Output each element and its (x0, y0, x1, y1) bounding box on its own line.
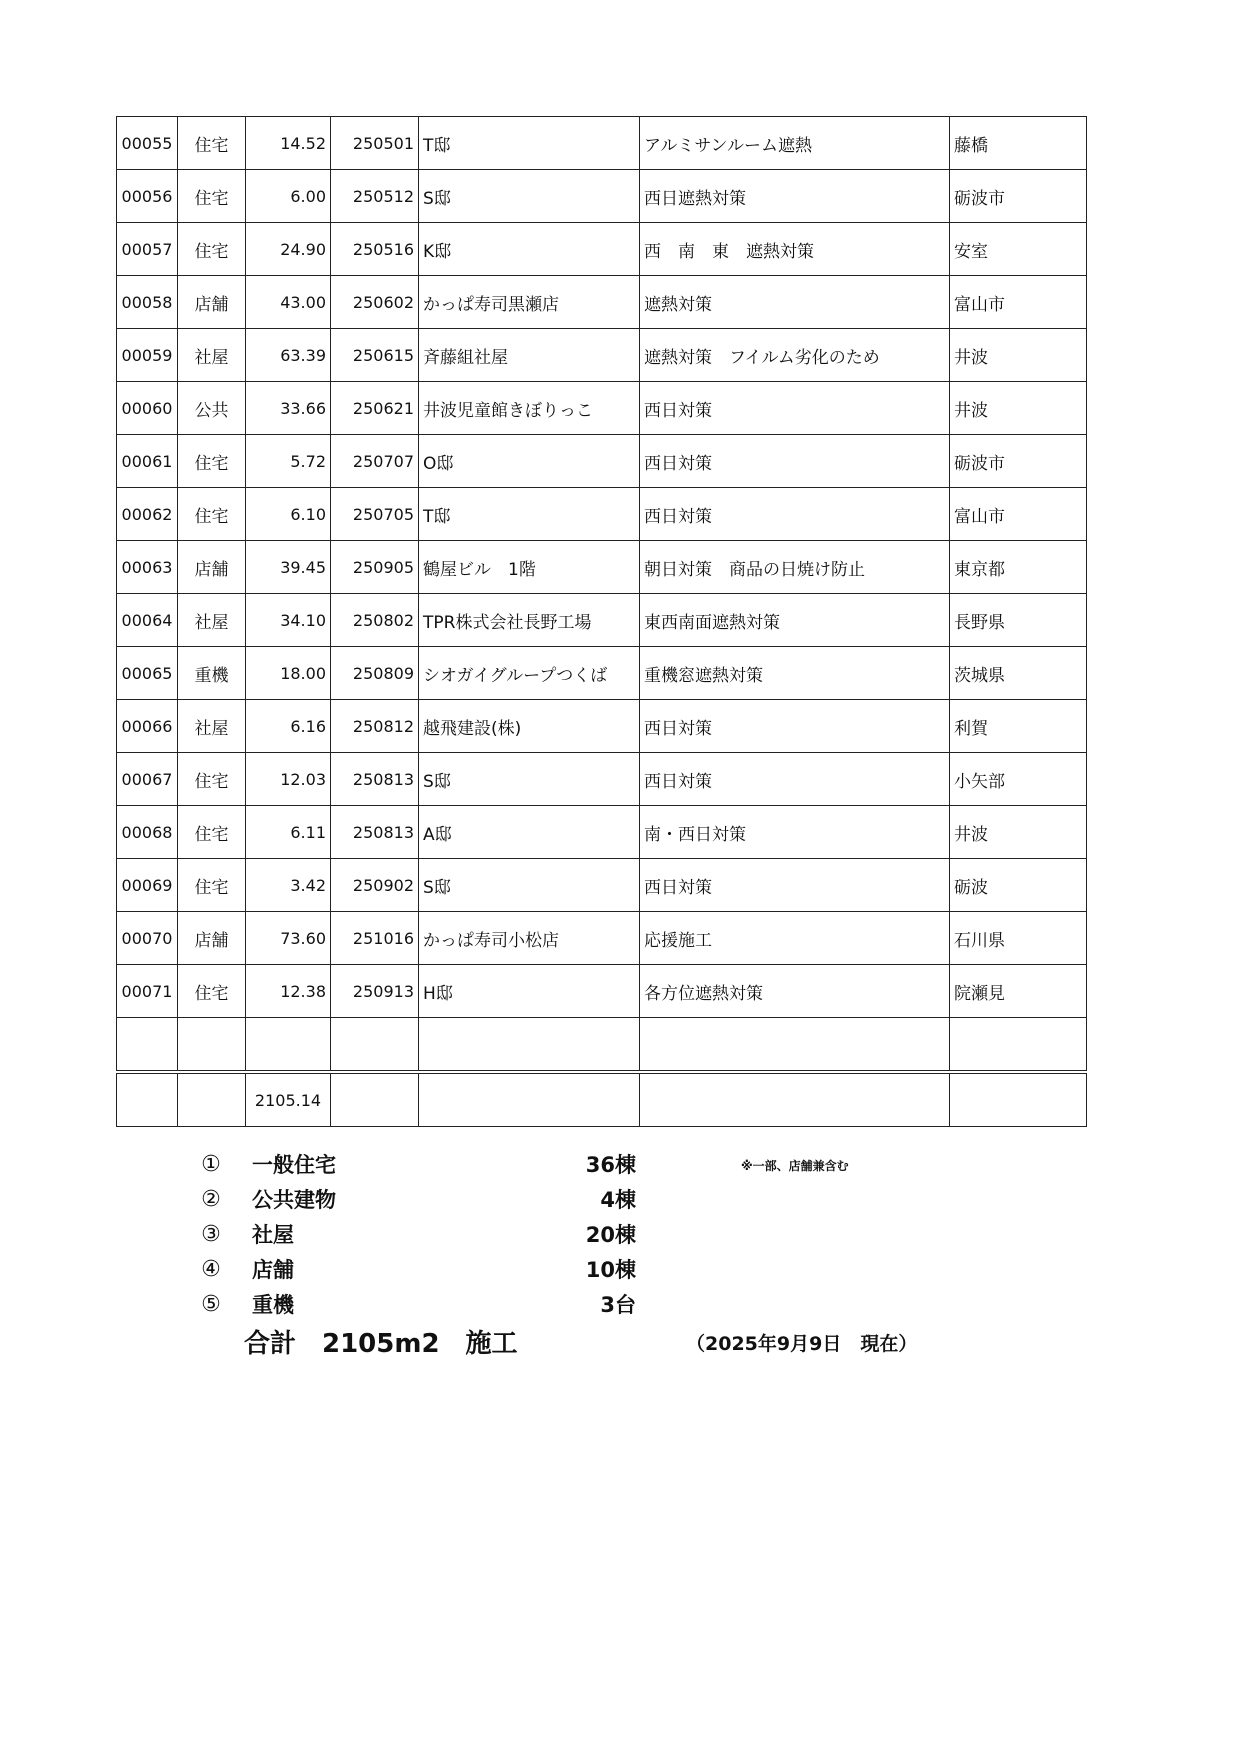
record-code-cell: 250516 (331, 223, 419, 276)
record-name-cell: S邸 (419, 753, 640, 806)
record-note-cell: 西日遮熱対策 (640, 170, 950, 223)
empty-cell (331, 1072, 419, 1127)
record-name-cell: シオガイグループつくば (419, 647, 640, 700)
record-name-cell: T邸 (419, 117, 640, 170)
record-area-cell: 14.52 (246, 117, 331, 170)
record-code-cell: 250813 (331, 753, 419, 806)
record-area-cell: 34.10 (246, 594, 331, 647)
table-row (117, 329, 1087, 382)
table-row (117, 276, 1087, 329)
record-area-cell: 39.45 (246, 541, 331, 594)
record-name-cell: TPR株式会社長野工場 (419, 594, 640, 647)
record-type-cell: 住宅 (178, 223, 246, 276)
empty-cell (950, 1072, 1087, 1127)
summary-number: ⑤ (201, 1292, 221, 1317)
table-row (117, 859, 1087, 912)
record-id-cell (117, 1018, 178, 1073)
table-row (117, 382, 1087, 435)
record-location-cell: 砺波 (950, 859, 1087, 912)
record-code-cell: 250602 (331, 276, 419, 329)
record-type-cell: 住宅 (178, 117, 246, 170)
record-type-cell: 住宅 (178, 170, 246, 223)
record-code-cell: 250705 (331, 488, 419, 541)
summary-label: 重機 (252, 1293, 294, 1317)
record-note-cell: 西日対策 (640, 753, 950, 806)
record-area-cell: 43.00 (246, 276, 331, 329)
record-location-cell: 富山市 (950, 488, 1087, 541)
empty-cell (419, 1072, 640, 1127)
record-id-cell: 00055 (117, 117, 178, 170)
record-name-cell (419, 1018, 640, 1073)
table-row (117, 912, 1087, 965)
record-id-cell: 00057 (117, 223, 178, 276)
record-type-cell: 住宅 (178, 965, 246, 1018)
record-type-cell: 重機 (178, 647, 246, 700)
summary-count: 3台 (600, 1293, 636, 1317)
record-id-cell: 00064 (117, 594, 178, 647)
record-note-cell: 西 南 東 遮熱対策 (640, 223, 950, 276)
record-location-cell: 小矢部 (950, 753, 1087, 806)
summary-count: 4棟 (600, 1188, 636, 1212)
record-id-cell: 00059 (117, 329, 178, 382)
total-row (117, 1072, 1087, 1127)
record-area-cell: 18.00 (246, 647, 331, 700)
record-note-cell: 遮熱対策 (640, 276, 950, 329)
record-code-cell: 250809 (331, 647, 419, 700)
table-row (117, 647, 1087, 700)
record-name-cell: 越飛建設(株) (419, 700, 640, 753)
record-type-cell: 社屋 (178, 329, 246, 382)
table-row (117, 753, 1087, 806)
record-name-cell: T邸 (419, 488, 640, 541)
record-note-cell: 西日対策 (640, 382, 950, 435)
record-location-cell: 井波 (950, 806, 1087, 859)
record-type-cell: 店舗 (178, 912, 246, 965)
record-area-cell: 63.39 (246, 329, 331, 382)
record-location-cell: 石川県 (950, 912, 1087, 965)
record-name-cell: 井波児童館きぼりっこ (419, 382, 640, 435)
record-name-cell: O邸 (419, 435, 640, 488)
as-of-date: （2025年9月9日 現在） (686, 1333, 918, 1355)
table-row (117, 1018, 1087, 1073)
record-type-cell: 住宅 (178, 859, 246, 912)
record-id-cell: 00058 (117, 276, 178, 329)
record-note-cell: 重機窓遮熱対策 (640, 647, 950, 700)
table-row (117, 117, 1087, 170)
record-code-cell: 251016 (331, 912, 419, 965)
record-note-cell: 朝日対策 商品の日焼け防止 (640, 541, 950, 594)
record-name-cell: 鶴屋ビル 1階 (419, 541, 640, 594)
table-row (117, 965, 1087, 1018)
summary-label: 社屋 (252, 1223, 294, 1247)
record-location-cell: 富山市 (950, 276, 1087, 329)
record-code-cell: 250902 (331, 859, 419, 912)
record-id-cell: 00063 (117, 541, 178, 594)
record-note-cell: 東西南面遮熱対策 (640, 594, 950, 647)
record-note-cell: アルミサンルーム遮熱 (640, 117, 950, 170)
summary-label: 公共建物 (252, 1188, 336, 1212)
record-location-cell: 藤橋 (950, 117, 1087, 170)
summary-label: 一般住宅 (252, 1153, 336, 1177)
record-note-cell (640, 1018, 950, 1073)
record-area-cell: 6.10 (246, 488, 331, 541)
record-id-cell: 00070 (117, 912, 178, 965)
record-note-cell: 応援施工 (640, 912, 950, 965)
record-code-cell: 250501 (331, 117, 419, 170)
record-code-cell: 250615 (331, 329, 419, 382)
record-location-cell: 安室 (950, 223, 1087, 276)
record-location-cell: 院瀬見 (950, 965, 1087, 1018)
record-area-cell: 3.42 (246, 859, 331, 912)
record-name-cell: 斉藤組社屋 (419, 329, 640, 382)
total-area-cell: 2105.14 (246, 1072, 331, 1127)
record-area-cell: 6.00 (246, 170, 331, 223)
record-code-cell (331, 1018, 419, 1073)
record-code-cell: 250621 (331, 382, 419, 435)
record-type-cell: 住宅 (178, 488, 246, 541)
record-area-cell (246, 1018, 331, 1073)
record-location-cell: 東京都 (950, 541, 1087, 594)
record-type-cell: 住宅 (178, 753, 246, 806)
record-id-cell: 00062 (117, 488, 178, 541)
summary-number: ② (201, 1187, 221, 1212)
record-type-cell: 住宅 (178, 806, 246, 859)
table-row (117, 594, 1087, 647)
record-location-cell: 茨城県 (950, 647, 1087, 700)
record-area-cell: 33.66 (246, 382, 331, 435)
record-name-cell: かっぱ寿司黒瀬店 (419, 276, 640, 329)
record-id-cell: 00065 (117, 647, 178, 700)
table-row (117, 488, 1087, 541)
table-row (117, 806, 1087, 859)
record-note-cell: 西日対策 (640, 435, 950, 488)
summary-number: ① (201, 1152, 221, 1177)
record-name-cell: S邸 (419, 170, 640, 223)
record-note-cell: 南・西日対策 (640, 806, 950, 859)
record-location-cell: 砺波市 (950, 170, 1087, 223)
record-type-cell (178, 1018, 246, 1073)
record-type-cell: 公共 (178, 382, 246, 435)
record-type-cell: 店舗 (178, 541, 246, 594)
record-area-cell: 12.03 (246, 753, 331, 806)
summary-count: 36棟 (585, 1153, 636, 1177)
record-id-cell: 00068 (117, 806, 178, 859)
record-area-cell: 6.11 (246, 806, 331, 859)
record-location-cell: 井波 (950, 329, 1087, 382)
record-location-cell: 砺波市 (950, 435, 1087, 488)
record-location-cell: 井波 (950, 382, 1087, 435)
records-table (116, 116, 1087, 1127)
record-note-cell: 西日対策 (640, 488, 950, 541)
record-location-cell (950, 1018, 1087, 1073)
summary-number: ④ (201, 1257, 221, 1282)
record-area-cell: 12.38 (246, 965, 331, 1018)
record-type-cell: 住宅 (178, 435, 246, 488)
record-name-cell: A邸 (419, 806, 640, 859)
records-body (117, 117, 1087, 1127)
record-id-cell: 00056 (117, 170, 178, 223)
record-type-cell: 店舗 (178, 276, 246, 329)
record-location-cell: 利賀 (950, 700, 1087, 753)
table-row (117, 170, 1087, 223)
summary-count: 10棟 (585, 1258, 636, 1282)
summary-number: ③ (201, 1222, 221, 1247)
record-type-cell: 社屋 (178, 594, 246, 647)
record-code-cell: 250812 (331, 700, 419, 753)
record-note-cell: 各方位遮熱対策 (640, 965, 950, 1018)
table-row (117, 700, 1087, 753)
table-row (117, 435, 1087, 488)
record-name-cell: かっぱ寿司小松店 (419, 912, 640, 965)
record-id-cell: 00066 (117, 700, 178, 753)
record-location-cell: 長野県 (950, 594, 1087, 647)
record-note-cell: 西日対策 (640, 859, 950, 912)
record-code-cell: 250512 (331, 170, 419, 223)
record-code-cell: 250802 (331, 594, 419, 647)
record-type-cell: 社屋 (178, 700, 246, 753)
summary-count: 20棟 (585, 1223, 636, 1247)
record-name-cell: H邸 (419, 965, 640, 1018)
grand-total: 合計 2105m2 施工 (244, 1329, 518, 1359)
empty-cell (640, 1072, 950, 1127)
record-note-cell: 遮熱対策 フイルム劣化のため (640, 329, 950, 382)
table-row (117, 223, 1087, 276)
record-code-cell: 250913 (331, 965, 419, 1018)
record-area-cell: 73.60 (246, 912, 331, 965)
summary-note: ※一部、店舗兼含む (741, 1159, 849, 1173)
summary-label: 店舗 (252, 1258, 294, 1282)
record-name-cell: K邸 (419, 223, 640, 276)
record-code-cell: 250707 (331, 435, 419, 488)
record-name-cell: S邸 (419, 859, 640, 912)
record-id-cell: 00067 (117, 753, 178, 806)
record-area-cell: 6.16 (246, 700, 331, 753)
record-area-cell: 24.90 (246, 223, 331, 276)
record-id-cell: 00060 (117, 382, 178, 435)
table-row (117, 541, 1087, 594)
record-note-cell: 西日対策 (640, 700, 950, 753)
record-id-cell: 00061 (117, 435, 178, 488)
record-code-cell: 250813 (331, 806, 419, 859)
empty-cell (178, 1072, 246, 1127)
record-area-cell: 5.72 (246, 435, 331, 488)
record-id-cell: 00071 (117, 965, 178, 1018)
record-id-cell: 00069 (117, 859, 178, 912)
record-code-cell: 250905 (331, 541, 419, 594)
empty-cell (117, 1072, 178, 1127)
